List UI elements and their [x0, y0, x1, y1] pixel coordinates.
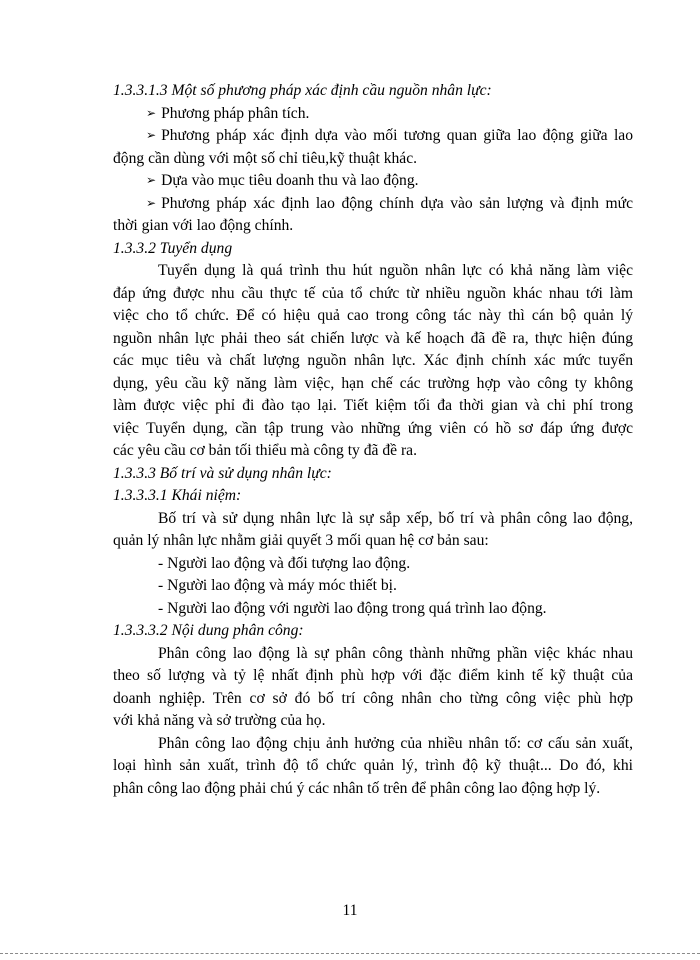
dash-item: - Người lao động với người lao động trong quá trình lao động.: [158, 599, 547, 617]
bullet-item: ➢ Phương pháp xác định dựa vào mối tương quan giữa lao động giữa lao: [146, 127, 633, 144]
assignment-line: với khả năng và sở trường của họ.: [113, 712, 326, 729]
recruitment-line: Tuyển dụng là quá trình thu hút nguồn nhân lực có khả năng làm việc: [158, 262, 633, 279]
bullet-continuation: thời gian với lao động chính.: [113, 217, 294, 234]
bullet-item: ➢ Phương pháp phân tích.: [146, 104, 310, 122]
recruitment-line: đáp ứng được nhu cầu thực tế của tổ chức từ nhiều nguồn khác nhau tới làm: [113, 284, 633, 302]
arrowhead-bullet-icon: ➢: [146, 105, 157, 120]
recruitment-line: các mục tiêu và chất lượng nguồn nhân lực. Xác định chính xác mức tuyển: [113, 352, 633, 369]
concept-line: Bố trí và sử dụng nhân lực là sự sắp xếp, bố trí và phân công lao động,: [158, 509, 633, 527]
recruitment-heading: 1.3.3.2 Tuyển dụng: [113, 239, 233, 257]
assignment-line: theo số lượng và tỷ lệ nhất định phù hợp với đặc điểm kinh tế kỹ thuật của: [113, 667, 633, 684]
bullet-continuation: động cần dùng với một số chỉ tiêu,kỹ thuật khác.: [113, 149, 418, 167]
assignment-line: loại hình sản xuất, trình độ tổ chức quản lý, trình độ kỹ thuật... Do đó, khi: [113, 757, 633, 774]
assignment-line: Phân công lao động chịu ảnh hưởng của nhiều nhân tố: cơ cấu sản xuất,: [158, 734, 633, 752]
page-body: [113, 80, 633, 800]
assignment-line: Phân công lao động là sự phân công thành những phần việc khác nhau: [158, 644, 633, 662]
page-number: 11: [342, 902, 358, 919]
arrowhead-bullet-icon: ➢: [146, 195, 157, 210]
recruitment-line: việc cho tổ chức. Để có hiệu quả cao trong công tác này thì cán bộ quản lý: [113, 307, 633, 324]
methods-heading: 1.3.3.1.3 Một số phương pháp xác định cầu nguồn nhân lực:: [113, 82, 492, 99]
recruitment-line: nguồn nhân lực phải theo sát chiến lược và kế hoạch đã đề ra, thực hiện đúng: [113, 329, 633, 347]
concept-line: quản lý nhân lực nhằm giải quyết 3 mối quan hệ cơ bản sau:: [113, 532, 489, 549]
assignment-line: doanh nghiệp. Trên cơ sở đó bố trí công nhân cho từng công việc phù hợp: [113, 689, 633, 707]
dash-item: - Người lao động và đối tượng lao động.: [158, 554, 411, 572]
concept-heading: 1.3.3.3.1 Khái niệm:: [113, 487, 242, 504]
bullet-item: ➢ Dựa vào mục tiêu doanh thu và lao động.: [146, 172, 419, 189]
arrowhead-bullet-icon: ➢: [146, 173, 157, 187]
page-border-line: [0, 953, 700, 954]
dash-item: - Người lao động và máy móc thiết bị.: [158, 577, 397, 594]
recruitment-line: việc Tuyển dụng, cần tập trung vào những ứng viên có hồ sơ đáp ứng được: [113, 419, 633, 437]
bullet-item: ➢ Phương pháp xác định lao động chính dựa vào sản lượng và định mức: [146, 194, 633, 212]
arrowhead-bullet-icon: ➢: [146, 128, 157, 142]
recruitment-line: dụng, yêu cầu kỹ năng làm việc, hạn chế các trường hợp vào công ty không: [113, 374, 633, 392]
allocation-heading: 1.3.3.3 Bố trí và sử dụng nhân lực:: [113, 464, 332, 482]
assignment-line: phân công lao động phải chú ý các nhân tố trên để phân công lao động hợp lý.: [113, 779, 601, 797]
recruitment-line: làm được việc phỉ đi đào tạo lại. Tiết kiệm tối đa thời gian và chi phí trong: [113, 397, 633, 414]
recruitment-line: các yêu cầu cơ bản tối thiểu mà công ty đã đề ra.: [113, 442, 417, 459]
assignment-heading: 1.3.3.3.2 Nội dung phân công:: [113, 622, 304, 639]
